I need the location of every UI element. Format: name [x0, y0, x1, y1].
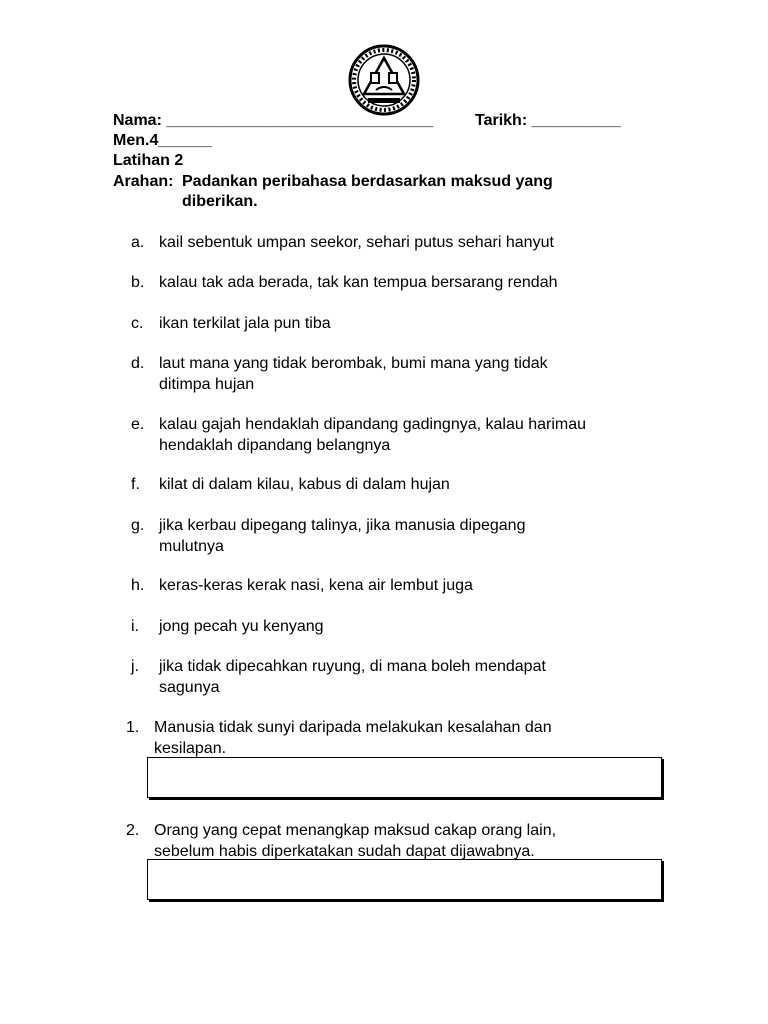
- list-item-text: kail sebentuk umpan seekor, sehari putus sehari hanyut: [159, 234, 554, 251]
- name-field: Nama: ______________________________: [113, 112, 434, 129]
- list-item-label: g.: [131, 517, 145, 534]
- list-item-text: laut mana yang tidak berombak, bumi mana yang tidak ditimpa hujan: [159, 355, 548, 393]
- list-item-text: jong pecah yu kenyang: [159, 618, 324, 635]
- list-item-label: j.: [131, 658, 139, 675]
- date-field: Tarikh: __________: [475, 112, 621, 129]
- question-text: Manusia tidak sunyi daripada melakukan kesalahan dan kesilapan.: [154, 719, 552, 757]
- exercise-title: Latihan 2: [113, 152, 184, 169]
- list-item-label: h.: [131, 577, 145, 594]
- list-item-label: f.: [131, 476, 140, 493]
- list-item-label: e.: [131, 416, 145, 433]
- list-item-text: ikan terkilat jala pun tiba: [159, 315, 331, 332]
- list-item-text: jika kerbau dipegang talinya, jika manusia dipegang mulutnya: [159, 517, 526, 555]
- question-text: Orang yang cepat menangkap maksud cakap orang lain, sebelum habis diperkatakan sudah dapat dijawabnya.: [154, 822, 557, 860]
- list-item-text: kilat di dalam kilau, kabus di dalam hujan: [159, 476, 450, 493]
- instruction-line-2: diberikan.: [182, 193, 258, 210]
- list-item-label: c.: [131, 315, 144, 332]
- list-item-text: jika tidak dipecahkan ruyung, di mana boleh mendapat sagunya: [159, 658, 546, 696]
- answer-box-2[interactable]: [147, 859, 662, 900]
- school-logo: [348, 44, 420, 116]
- list-item-text: keras-keras kerak nasi, kena air lembut juga: [159, 577, 473, 594]
- question-number: 1.: [126, 719, 140, 736]
- class-field: Men.4______: [113, 132, 212, 149]
- answer-box-1[interactable]: [147, 757, 662, 798]
- list-item-label: i.: [131, 618, 139, 635]
- list-item-text: kalau tak ada berada, tak kan tempua bersarang rendah: [159, 274, 558, 291]
- list-item-label: a.: [131, 234, 145, 251]
- list-item-text: kalau gajah hendaklah dipandang gadingnya, kalau harimau hendaklah dipandang belangnya: [159, 416, 586, 454]
- instruction-line-1: Padankan peribahasa berdasarkan maksud yang: [182, 173, 553, 190]
- list-item-label: b.: [131, 274, 145, 291]
- question-number: 2.: [126, 822, 140, 839]
- list-item-label: d.: [131, 355, 145, 372]
- instruction-label: Arahan:: [113, 173, 174, 190]
